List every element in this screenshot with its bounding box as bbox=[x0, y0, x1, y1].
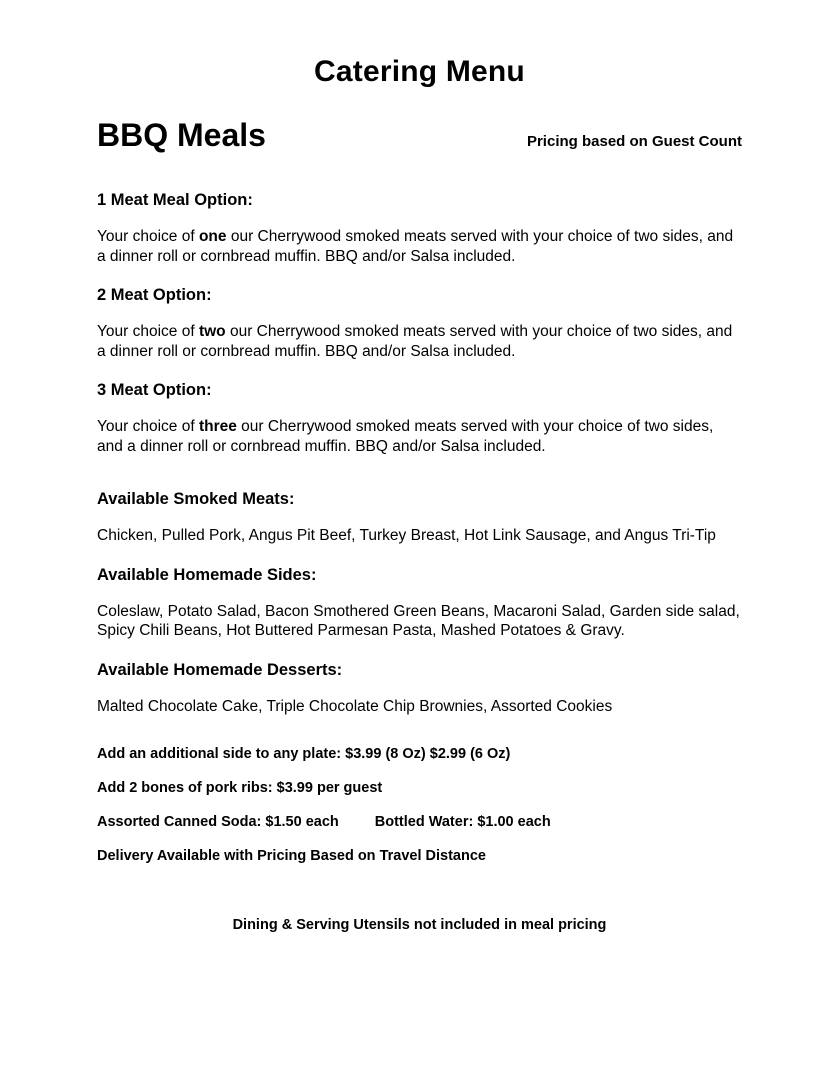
homemade-desserts-heading: Available Homemade Desserts: bbox=[97, 660, 343, 679]
menu-header-row bbox=[97, 117, 742, 154]
meal-option-3-heading: 3 Meat Option: bbox=[97, 381, 212, 399]
meal-option-1-text-suffix: our Cherrywood smoked meats served with your choice of two sides, and a dinner roll or cornbread muffin. BBQ and/or Salsa included. bbox=[97, 228, 734, 265]
meal-option-3-bold-word: three bbox=[198, 418, 237, 435]
document-content bbox=[0, 55, 834, 934]
addon-additional-side: Add an additional side to any plate: $3.99 (8 Oz) $2.99 (6 Oz) bbox=[97, 746, 511, 762]
meal-option-2-text-suffix: our Cherrywood smoked meats served with your choice of two sides, and a dinner roll or cornbread muffin. BBQ and/or Salsa included. bbox=[97, 323, 733, 360]
menu-section-title: BBQ Meals bbox=[97, 117, 266, 153]
meal-option-2-heading: 2 Meat Option: bbox=[97, 286, 212, 304]
meal-option-2-description bbox=[97, 322, 742, 361]
meal-option-1-description bbox=[97, 227, 742, 266]
meal-option-2-text-prefix: Your choice of bbox=[97, 323, 199, 340]
addon-bottled-water: Bottled Water: $1.00 each bbox=[374, 814, 551, 830]
homemade-sides-list: Coleslaw, Potato Salad, Bacon Smothered Green Beans, Macaroni Salad, Garden side salad, Spicy Chili Beans, Hot Buttered Parmesan Pasta, Mashed Potatoes & Gravy. bbox=[97, 602, 740, 639]
addon-pork-ribs: Add 2 bones of pork ribs: $3.99 per guest bbox=[97, 780, 383, 796]
delivery-note: Delivery Available with Pricing Based on Travel Distance bbox=[97, 848, 486, 864]
smoked-meats-list: Chicken, Pulled Pork, Angus Pit Beef, Turkey Breast, Hot Link Sausage, and Angus Tri-Tip bbox=[97, 527, 716, 544]
meal-option-3-text-suffix: our Cherrywood smoked meats served with your choice of two sides, and a dinner roll or cornbread muffin. BBQ and/or Salsa included. bbox=[97, 418, 714, 455]
meal-option-1-text-prefix: Your choice of bbox=[97, 228, 199, 245]
document-title: Catering Menu bbox=[314, 55, 525, 88]
meal-option-2-bold-word: two bbox=[198, 323, 226, 340]
homemade-sides-heading: Available Homemade Sides: bbox=[97, 565, 317, 584]
addon-canned-soda: Assorted Canned Soda: $1.50 each bbox=[97, 814, 339, 830]
meal-option-1-bold-word: one bbox=[198, 228, 227, 245]
pricing-note: Pricing based on Guest Count bbox=[526, 133, 742, 150]
utensils-disclaimer: Dining & Serving Utensils not included in meal pricing bbox=[232, 917, 607, 933]
meal-option-3-description bbox=[97, 417, 742, 456]
addon-beverages bbox=[97, 813, 742, 831]
homemade-desserts-list: Malted Chocolate Cake, Triple Chocolate Chip Brownies, Assorted Cookies bbox=[97, 697, 613, 715]
meal-option-1-heading: 1 Meat Meal Option: bbox=[97, 191, 253, 209]
smoked-meats-heading: Available Smoked Meats: bbox=[97, 490, 295, 508]
meal-option-3-text-prefix: Your choice of bbox=[97, 418, 199, 435]
